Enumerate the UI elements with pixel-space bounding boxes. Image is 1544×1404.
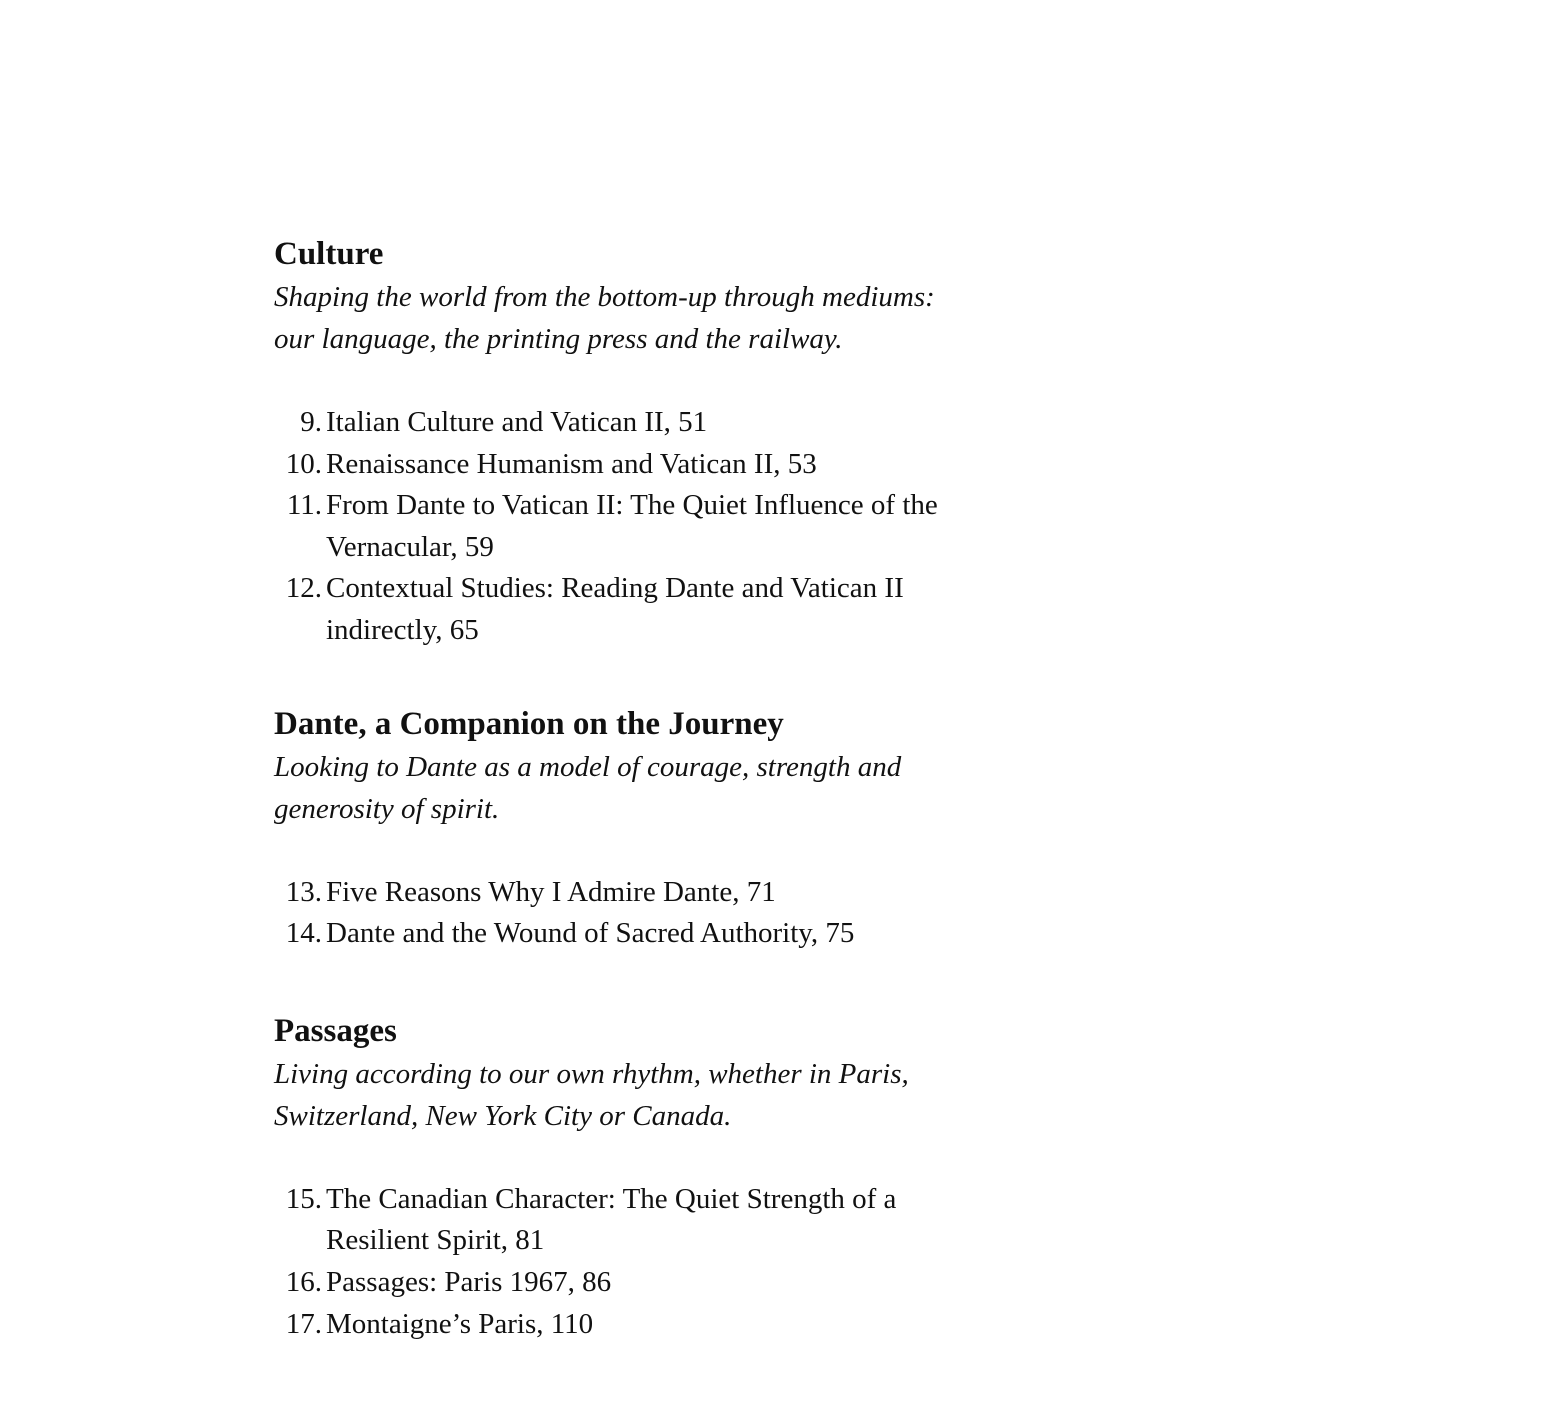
entry-line: From Dante to Vatican II: The Quiet Influence of the (326, 489, 938, 522)
description-line: generosity of spirit. (274, 792, 500, 825)
entry-title (326, 1179, 994, 1262)
toc-section-passages (274, 1009, 994, 1345)
entry-title (326, 402, 994, 444)
entry-number: 9. (300, 406, 322, 438)
description-line: Switzerland, New York City or Canada. (274, 1099, 732, 1132)
toc-section-culture (274, 232, 994, 652)
entry-number: 13. (285, 875, 322, 908)
entry-list (274, 1179, 994, 1345)
entry-number: 10. (285, 447, 322, 480)
section-title: Passages (274, 1012, 397, 1049)
entry-title (326, 444, 994, 486)
entry-line: Contextual Studies: Reading Dante and Vatican II (326, 572, 904, 605)
description-line: Living according to our own rhythm, whether in Paris, (274, 1057, 909, 1090)
entry-line: Passages: Paris 1967, 86 (326, 1265, 612, 1298)
toc-entry-15[interactable] (274, 1179, 994, 1262)
table-of-contents (274, 232, 994, 1345)
toc-entry-11[interactable] (274, 485, 994, 568)
toc-entry-9[interactable] (274, 402, 994, 444)
entry-title (326, 872, 994, 914)
toc-entry-13[interactable] (274, 872, 994, 914)
section-title: Dante, a Companion on the Journey (274, 705, 784, 742)
section-title: Culture (274, 236, 384, 272)
entry-title (326, 913, 994, 955)
entry-list (274, 402, 994, 652)
section-spacer (274, 955, 994, 1009)
entry-number: 12. (285, 572, 322, 605)
entry-list (274, 872, 994, 955)
entry-title (326, 1304, 994, 1346)
entry-number: 15. (285, 1182, 322, 1215)
entry-line: Dante and the Wound of Sacred Authority, 75 (326, 917, 855, 950)
toc-section-dante-companion (274, 702, 994, 955)
entry-line: Montaigne’s Paris, 110 (326, 1307, 594, 1340)
toc-entry-10[interactable] (274, 444, 994, 486)
entry-line: Italian Culture and Vatican II, 51 (326, 406, 708, 438)
entry-title (326, 485, 994, 568)
toc-entry-12[interactable] (274, 568, 994, 651)
description-line: Looking to Dante as a model of courage, strength and (274, 750, 902, 783)
toc-entry-14[interactable] (274, 913, 994, 955)
section-description (274, 276, 994, 360)
entry-line: Resilient Spirit, 81 (326, 1224, 545, 1257)
description-line: Shaping the world from the bottom-up through mediums: (274, 281, 935, 313)
entry-line: Renaissance Humanism and Vatican II, 53 (326, 447, 817, 480)
section-description (274, 1053, 994, 1137)
description-line: our language, the printing press and the railway. (274, 323, 843, 355)
entry-number: 14. (285, 917, 322, 950)
entry-title (326, 1262, 994, 1304)
entry-line: Vernacular, 59 (326, 530, 494, 563)
entry-number: 16. (285, 1265, 322, 1298)
entry-number: 17. (285, 1307, 322, 1340)
entry-number: 11. (286, 489, 322, 522)
entry-line: The Canadian Character: The Quiet Strength of a (326, 1182, 897, 1215)
toc-entry-17[interactable] (274, 1304, 994, 1346)
toc-entry-16[interactable] (274, 1262, 994, 1304)
entry-title (326, 568, 994, 651)
entry-line: indirectly, 65 (326, 613, 479, 646)
section-description (274, 746, 994, 830)
entry-line: Five Reasons Why I Admire Dante, 71 (326, 875, 776, 908)
section-spacer (274, 652, 994, 702)
